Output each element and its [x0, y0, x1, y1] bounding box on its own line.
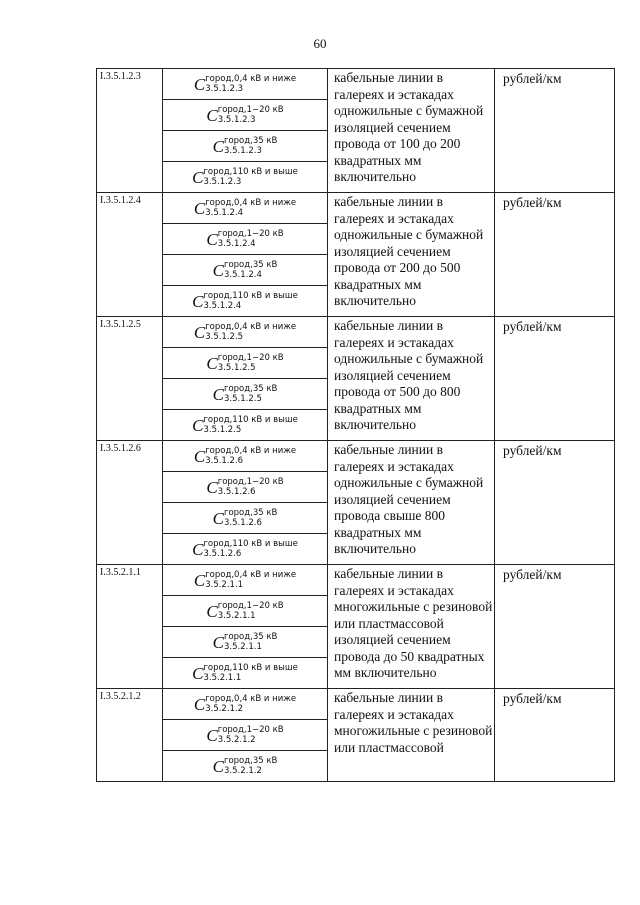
rates-table	[96, 68, 615, 782]
rate-symbol	[192, 663, 298, 683]
rate-letter: C	[193, 570, 206, 590]
rate-symbol	[192, 167, 298, 187]
rate-formula	[163, 534, 328, 565]
rate-symbol	[194, 322, 296, 342]
rate-letter: C	[212, 756, 224, 776]
formula-subscript: 3.5.2.1.1	[224, 641, 262, 652]
formula-subscript: 3.5.1.2.5	[217, 362, 256, 373]
rate-symbol	[206, 229, 283, 249]
table-row	[97, 565, 615, 596]
formula-subscript: 3.5.1.2.3	[217, 114, 256, 125]
formula-subscript: 3.5.2.1.1	[203, 672, 242, 683]
formula-superscript: город,0,4 кВ и ниже	[205, 693, 297, 704]
rate-letter: C	[206, 477, 218, 497]
rate-symbol	[206, 477, 283, 497]
rate-letter: C	[212, 260, 224, 280]
rate-letter: C	[206, 353, 218, 373]
formula-subscript: 3.5.1.2.3	[203, 176, 242, 187]
rate-symbol	[206, 725, 283, 745]
item-description: кабельные линии в галереях и эстакадах многожильные с резиновой или пластмассовой изоляцией сечением провода до 50 квадратных мм включительно	[328, 565, 495, 689]
item-code: I.3.5.1.2.5	[97, 317, 163, 441]
formula-subscript: 3.5.2.1.2	[205, 703, 244, 714]
rate-letter: C	[212, 136, 224, 156]
rate-symbol	[194, 446, 296, 466]
rate-symbol	[213, 508, 278, 528]
formula-superscript: город,1−20 кВ	[217, 724, 284, 735]
page-number: 60	[313, 36, 327, 51]
formula-superscript: город,110 кВ и выше	[203, 662, 298, 673]
formula-superscript: город,0,4 кВ и ниже	[205, 321, 297, 332]
rate-letter: C	[212, 632, 224, 652]
formula-subscript: 3.5.1.2.3	[205, 83, 244, 94]
item-unit: рублей/км	[495, 565, 615, 689]
rate-formula	[163, 379, 328, 410]
item-code: I.3.5.1.2.4	[97, 193, 163, 317]
rate-formula	[163, 689, 328, 720]
rate-symbol	[194, 694, 296, 714]
item-description: кабельные линии в галереях и эстакадах одножильные с бумажной изоляцией сечением провода от 100 до 200 квадратных мм включительно	[328, 69, 495, 193]
rate-formula	[163, 131, 328, 162]
formula-superscript: город,0,4 кВ и ниже	[205, 569, 297, 580]
item-description: кабельные линии в галереях и эстакадах одножильные с бумажной изоляцией сечением провода от 200 до 500 квадратных мм включительно	[328, 193, 495, 317]
rate-letter: C	[193, 446, 206, 466]
rate-symbol	[194, 198, 296, 218]
formula-subscript: 3.5.1.2.6	[205, 455, 244, 466]
formula-subscript: 3.5.2.1.2	[224, 765, 262, 776]
item-description: кабельные линии в галереях и эстакадах одножильные с бумажной изоляцией сечением провода свыше 800 квадратных мм включительно	[328, 441, 495, 565]
rate-symbol	[213, 384, 278, 404]
rate-letter: C	[193, 322, 206, 342]
table-row	[97, 689, 615, 720]
rate-letter: C	[192, 167, 204, 187]
rate-formula	[163, 596, 328, 627]
item-code: I.3.5.2.1.2	[97, 689, 163, 782]
rate-letter: C	[192, 415, 204, 435]
item-unit: рублей/км	[495, 317, 615, 441]
item-code: I.3.5.1.2.6	[97, 441, 163, 565]
rate-letter: C	[193, 74, 206, 94]
rate-formula	[163, 348, 328, 379]
formula-superscript: город,35 кВ	[224, 259, 278, 270]
formula-subscript: 3.5.1.2.5	[205, 331, 244, 342]
table-row	[97, 69, 615, 100]
rate-formula	[163, 286, 328, 317]
formula-superscript: город,110 кВ и выше	[203, 414, 298, 425]
rate-formula	[163, 193, 328, 224]
rate-letter: C	[206, 229, 218, 249]
rate-formula	[163, 627, 328, 658]
formula-subscript: 3.5.2.1.1	[217, 610, 256, 621]
rate-symbol	[192, 539, 298, 559]
rate-formula	[163, 317, 328, 348]
rate-formula	[163, 441, 328, 472]
formula-superscript: город,35 кВ	[224, 383, 278, 394]
rate-letter: C	[193, 198, 206, 218]
formula-subscript: 3.5.1.2.5	[203, 424, 242, 435]
formula-subscript: 3.5.1.2.3	[224, 145, 262, 156]
rate-formula	[163, 565, 328, 596]
rate-formula	[163, 720, 328, 751]
formula-subscript: 3.5.1.2.4	[203, 300, 242, 311]
rate-letter: C	[206, 105, 218, 125]
rate-letter: C	[212, 508, 224, 528]
formula-subscript: 3.5.1.2.5	[224, 393, 262, 404]
rate-letter: C	[212, 384, 224, 404]
formula-superscript: город,110 кВ и выше	[203, 166, 298, 177]
rate-formula	[163, 224, 328, 255]
item-unit: рублей/км	[495, 69, 615, 193]
rate-letter: C	[206, 601, 218, 621]
formula-superscript: город,35 кВ	[224, 507, 278, 518]
rate-symbol	[194, 570, 296, 590]
item-unit: рублей/км	[495, 441, 615, 565]
formula-superscript: город,110 кВ и выше	[203, 538, 298, 549]
formula-superscript: город,0,4 кВ и ниже	[205, 197, 297, 208]
formula-superscript: город,1−20 кВ	[217, 600, 284, 611]
rate-symbol	[192, 291, 298, 311]
rate-symbol	[206, 353, 283, 373]
formula-subscript: 3.5.1.2.4	[224, 269, 262, 280]
rate-symbol	[213, 756, 278, 776]
rate-letter: C	[192, 539, 204, 559]
rate-letter: C	[192, 291, 204, 311]
rate-formula	[163, 162, 328, 193]
formula-superscript: город,0,4 кВ и ниже	[205, 73, 297, 84]
item-description: кабельные линии в галереях и эстакадах многожильные с резиновой или пластмассовой	[328, 689, 495, 782]
rate-formula	[163, 410, 328, 441]
rate-symbol	[213, 260, 278, 280]
rate-symbol	[194, 74, 296, 94]
item-unit: рублей/км	[495, 689, 615, 782]
rate-formula	[163, 472, 328, 503]
item-unit: рублей/км	[495, 193, 615, 317]
rate-formula	[163, 751, 328, 782]
rate-symbol	[213, 632, 278, 652]
table-row	[97, 193, 615, 224]
rate-formula	[163, 255, 328, 286]
formula-superscript: город,1−20 кВ	[217, 476, 284, 487]
rate-symbol	[206, 601, 283, 621]
rate-letter: C	[192, 663, 204, 683]
formula-subscript: 3.5.1.2.6	[203, 548, 242, 559]
rate-formula	[163, 100, 328, 131]
item-code: I.3.5.1.2.3	[97, 69, 163, 193]
table-row	[97, 441, 615, 472]
rate-formula	[163, 503, 328, 534]
rate-letter: C	[193, 694, 206, 714]
rate-formula	[163, 69, 328, 100]
rate-symbol	[213, 136, 278, 156]
formula-subscript: 3.5.1.2.6	[224, 517, 262, 528]
table-row	[97, 317, 615, 348]
item-description: кабельные линии в галереях и эстакадах одножильные с бумажной изоляцией сечением провода от 500 до 800 квадратных мм включительно	[328, 317, 495, 441]
formula-superscript: город,0,4 кВ и ниже	[205, 445, 297, 456]
formula-superscript: город,1−20 кВ	[217, 104, 284, 115]
formula-subscript: 3.5.2.1.1	[205, 579, 244, 590]
rate-letter: C	[206, 725, 218, 745]
formula-superscript: город,1−20 кВ	[217, 352, 284, 363]
rate-symbol	[192, 415, 298, 435]
formula-superscript: город,35 кВ	[224, 755, 278, 766]
formula-superscript: город,110 кВ и выше	[203, 290, 298, 301]
formula-superscript: город,1−20 кВ	[217, 228, 284, 239]
formula-subscript: 3.5.1.2.4	[217, 238, 256, 249]
formula-subscript: 3.5.1.2.4	[205, 207, 244, 218]
formula-subscript: 3.5.1.2.6	[217, 486, 256, 497]
formula-subscript: 3.5.2.1.2	[217, 734, 256, 745]
formula-superscript: город,35 кВ	[224, 135, 278, 146]
item-code: I.3.5.2.1.1	[97, 565, 163, 689]
formula-superscript: город,35 кВ	[224, 631, 278, 642]
rate-symbol	[206, 105, 283, 125]
rate-formula	[163, 658, 328, 689]
